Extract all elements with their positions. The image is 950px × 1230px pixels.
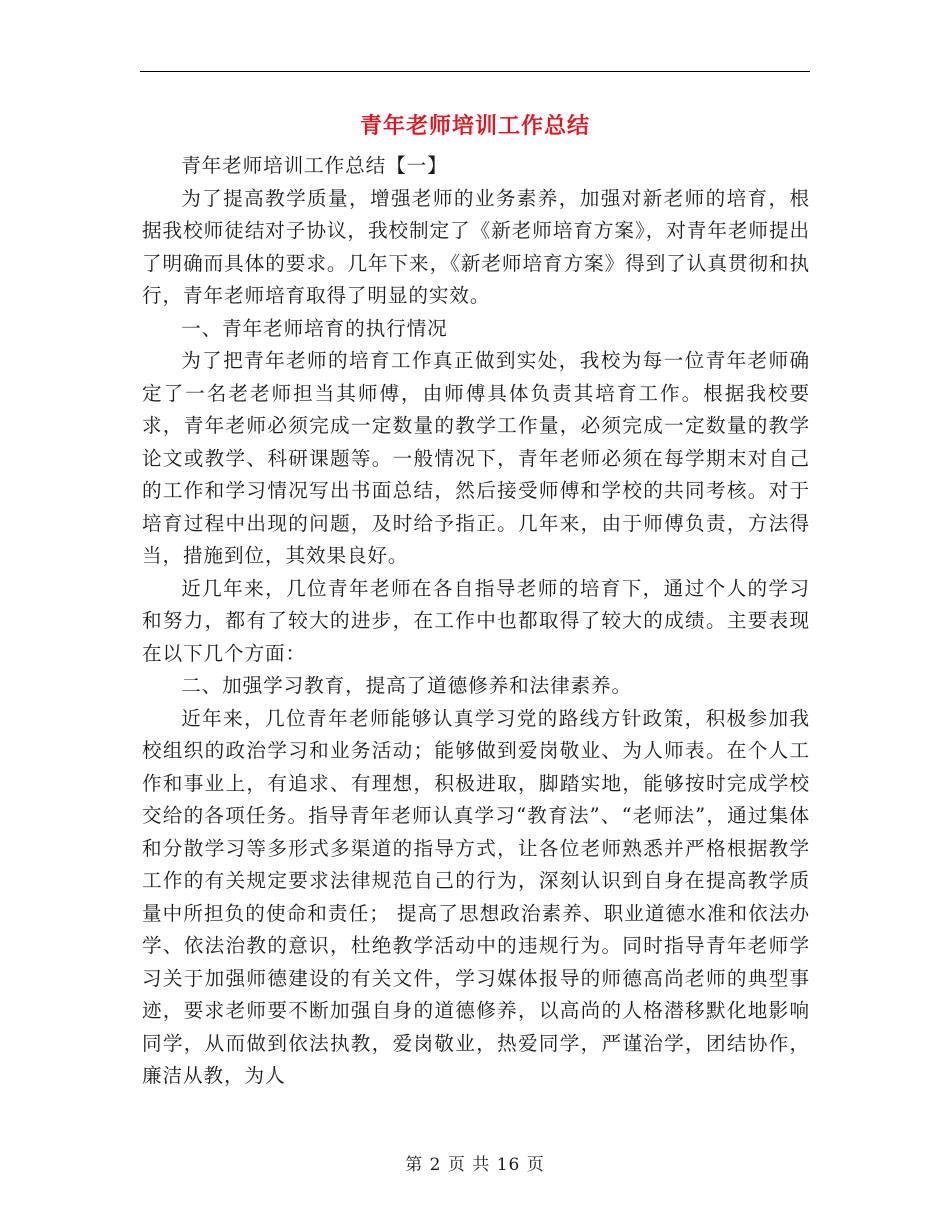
implementation-paragraph: 为了把青年老师的培育工作真正做到实处，我校为每一位青年老师确定了一名老老师担当其师傅，由师傅具体负责其培育工作。根据我校要求，青年老师必须完成一定数量的教学工作量，必须完成一定数量的教学论文或教学、科研课题等。一般情况下，青年老师必须在每学期末对自己的工作和学习情况写出书面总结，然后接受师傅和学校的共同考核。对于培育过程中出现的问题，及时给予指正。几年来，由于师傅负责，方法得当，措施到位，其效果良好。 <box>142 349 810 567</box>
document-title: 青年老师培训工作总结 <box>359 113 590 139</box>
header-rule <box>140 71 810 72</box>
section-heading-implementation: 一、青年老师培育的执行情况 <box>181 316 448 340</box>
intro-paragraph: 为了提高教学质量，增强老师的业务素养，加强对新老师的培育，根据我校师徒结对子协议，我校制定了《新老师培育方案》，对青年老师提出了明确而具体的要求。几年下来，《新老师培育方案》得到了认真贯彻和执行，青年老师培育取得了明显的实效。 <box>142 186 810 307</box>
progress-paragraph: 近几年来，几位青年老师在各自指导老师的培育下，通过个人的学习和努力，都有了较大的进步，在工作中也都取得了较大的成绩。主要表现在以下几个方面： <box>142 576 810 665</box>
section-heading-part-one: 青年老师培训工作总结【一】 <box>181 154 448 177</box>
section-heading-education: 二、加强学习教育，提高了道德修养和法律素养。 <box>181 674 633 697</box>
page-number-footer: 第 2 页 共 16 页 <box>405 1155 545 1175</box>
education-paragraph: 近年来，几位青年老师能够认真学习党的路线方针政策，积极参加我校组织的政治学习和业务活动；能够做到爱岗敬业、为人师表。在个人工作和事业上，有追求、有理想，积极进取，脚踏实地，能够按时完成学校交给的各项任务。指导青年老师认真学习“教育法”、“老师法”，通过集体和分散学习等多形式多渠道的指导方式，让各位老师熟悉并严格根据教学工作的有关规定要求法律规范自己的行为，深刻认识到自身在提高教学质量中所担负的使命和责任； 提高了思想政治素养、职业道德水准和依法办学、依法治教的意识，杜绝教学活动中的违规行为。同时指导青年老师学习关于加强师德建设的有关文件，学习媒体报导的师德高尚老师的典型事迹，要求老师要不断加强自身的道德修养，以高尚的人格潜移默化地影响同学，从而做到依法执教，爱岗敬业，热爱同学，严谨治学，团结协作，廉洁从教，为人 <box>142 706 810 1087</box>
document-body <box>142 150 810 1093</box>
